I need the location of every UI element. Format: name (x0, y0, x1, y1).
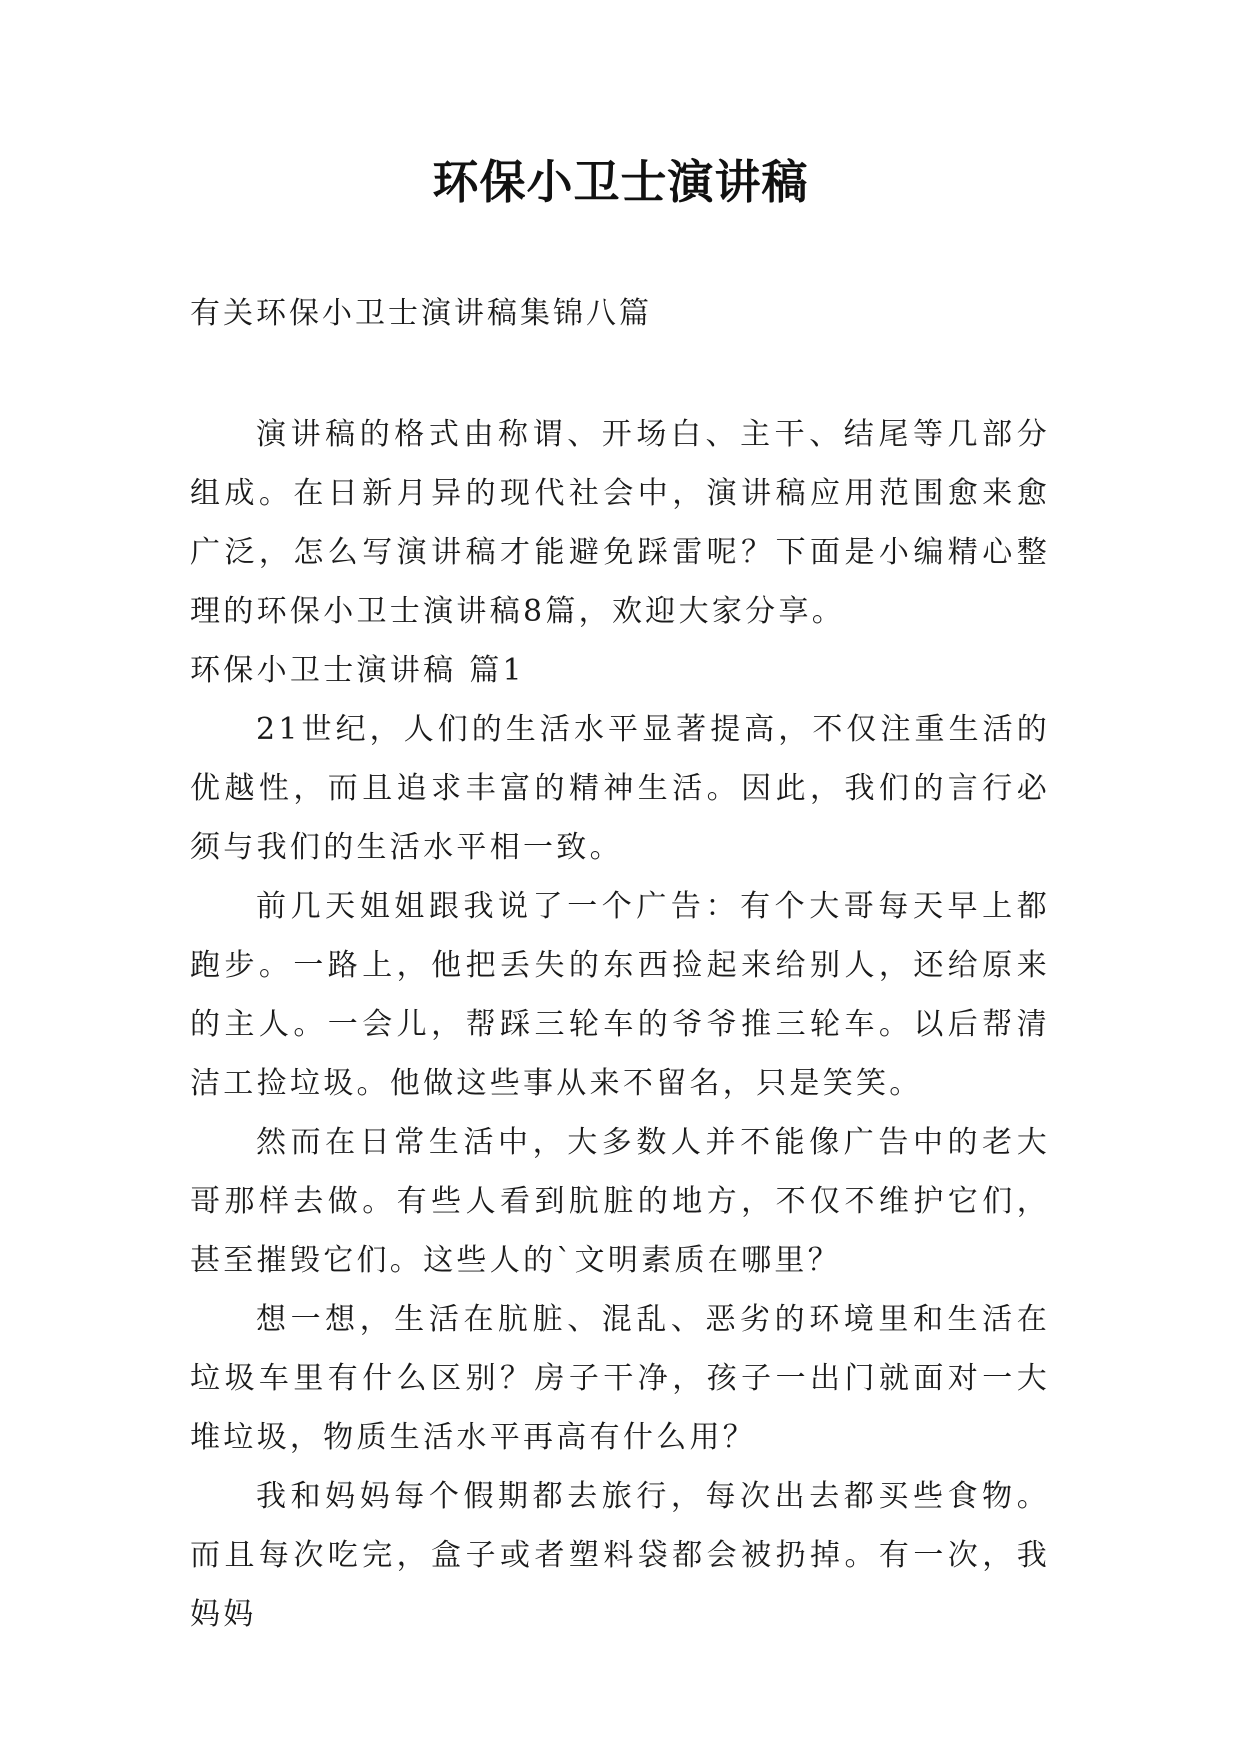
body-paragraph: 我和妈妈每个假期都去旅行，每次出去都买些食物。而且每次吃完，盒子或者塑料袋都会被扔掉。有一次，我妈妈 (190, 1479, 1050, 1632)
body-paragraph: 想一想，生活在肮脏、混乱、恶劣的环境里和生活在垃圾车里有什么区别？房子干净，孩子一出门就面对一大堆垃圾，物质生活水平再高有什么用？ (190, 1302, 1050, 1455)
intro-paragraph: 演讲稿的格式由称谓、开场白、主干、结尾等几部分组成。在日新月异的现代社会中，演讲稿应用范围愈来愈广泛，怎么写演讲稿才能避免踩雷呢？下面是小编精心整理的环保小卫士演讲稿8篇，欢迎大家分享。 (190, 417, 1050, 629)
body-paragraph: 21世纪，人们的生活水平显著提高，不仅注重生活的优越性，而且追求丰富的精神生活。因此，我们的言行必须与我们的生活水平相一致。 (190, 712, 1050, 865)
section-heading: 环保小卫士演讲稿 篇1 (190, 653, 525, 688)
body-paragraph: 前几天姐姐跟我说了一个广告：有个大哥每天早上都跑步。一路上，他把丢失的东西捡起来给别人，还给原来的主人。一会儿，帮踩三轮车的爷爷推三轮车。以后帮清洁工捡垃圾。他做这些事从来不留名，只是笑笑。 (190, 889, 1050, 1101)
document-title: 环保小卫士演讲稿 (432, 155, 809, 209)
document-body (190, 405, 1050, 1644)
document-subtitle: 有关环保小卫士演讲稿集锦八篇 (190, 296, 652, 331)
body-paragraph: 然而在日常生活中，大多数人并不能像广告中的老大哥那样去做。有些人看到肮脏的地方，不仅不维护它们，甚至摧毁它们。这些人的`文明素质在哪里？ (190, 1125, 1050, 1278)
